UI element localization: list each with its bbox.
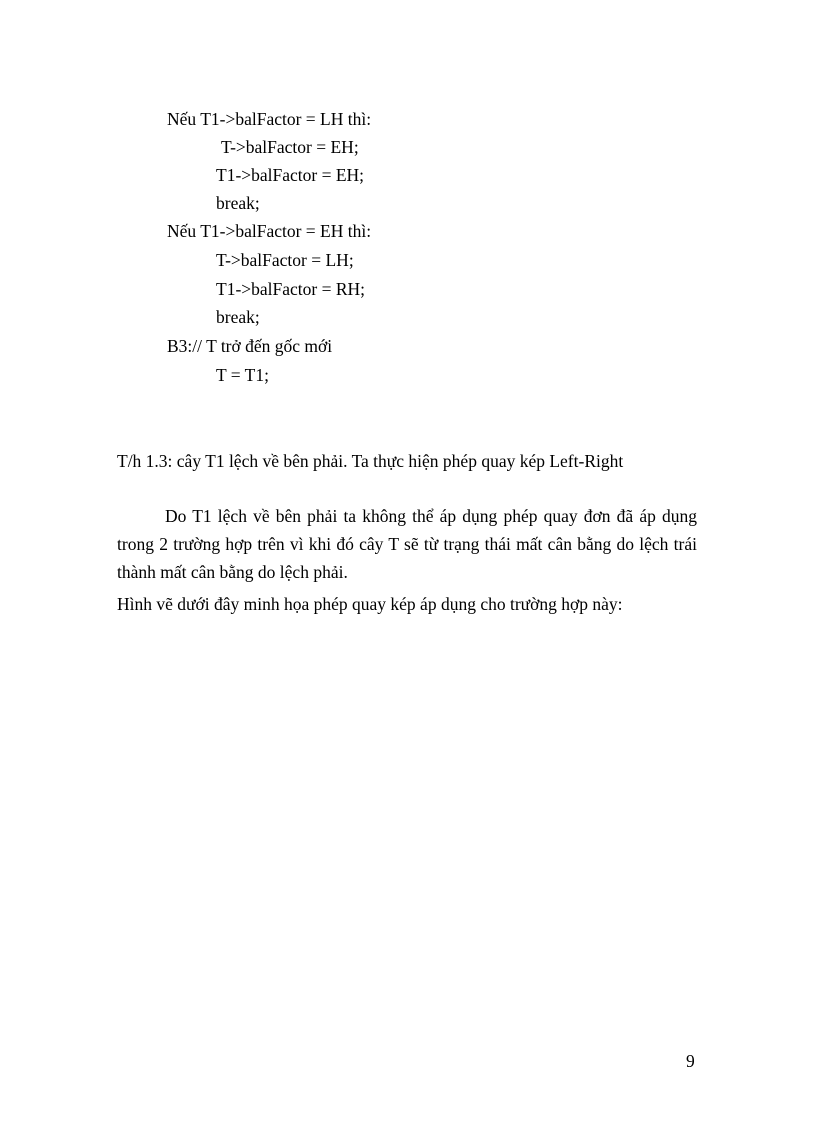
code-line: break; (216, 193, 260, 213)
code-line: T->balFactor = LH; (216, 250, 354, 270)
body-paragraph (117, 502, 697, 586)
page-number: 9 (686, 1051, 695, 1071)
code-line: Nếu T1->balFactor = EH thì: (167, 221, 372, 241)
code-line: B3:// T trở đến gốc mới (167, 336, 333, 356)
case-heading: T/h 1.3: cây T1 lệch về bên phải. Ta thực hiện phép quay kép Left-Right (117, 451, 624, 471)
code-line: T1->balFactor = RH; (216, 279, 366, 299)
paragraph-text: Do T1 lệch về bên phải ta không thể áp dụng phép quay đơn đã áp dụng trong 2 trường hợp trên vì khi đó cây T sẽ từ trạng thái mất cân bằng do lệch trái thành mất cân bằng do lệch phải. (117, 506, 697, 582)
code-line: Nếu T1->balFactor = LH thì: (167, 109, 372, 129)
code-line: T = T1; (216, 365, 269, 385)
code-line: T->balFactor = EH; (221, 137, 359, 157)
code-line: break; (216, 307, 260, 327)
code-line: T1->balFactor = EH; (216, 165, 365, 185)
figure-intro: Hình vẽ dưới đây minh họa phép quay kép áp dụng cho trường hợp này: (117, 594, 623, 614)
